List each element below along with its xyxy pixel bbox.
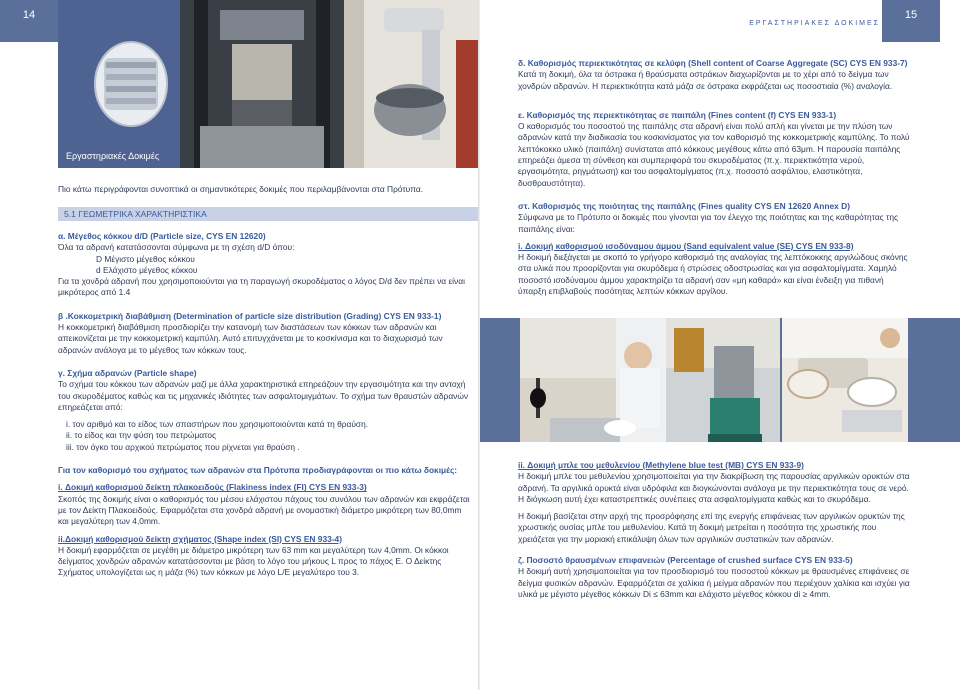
shape-index-text: Η δοκιμή εφαρμόζεται σε μεγέθη με διάμετρο μικρότερη των 63 mm και μεγαλύτερη των 4,0mm. Οι κόκκοι δείγματος χονδρών αδρανών κατατάσσονται με βάση το λόγο του μήκους L προς το πάχος Ε. Ο Δείκτης Σχήματος υπολογίζεται ως η μάζα (%) των κόκκων με λόγο L/E μεγαλύτερο του 3. bbox=[58, 544, 449, 578]
section-logo-panel bbox=[58, 0, 180, 168]
right-page bbox=[480, 0, 960, 690]
particle-size-min: d Ελάχιστο μέγεθος κόκκου bbox=[96, 264, 198, 275]
compression-machine-photo bbox=[180, 0, 344, 168]
right-content-top bbox=[518, 58, 914, 297]
lab-photo-strip bbox=[480, 318, 960, 442]
left-margin-strip bbox=[0, 42, 58, 168]
flakiness-text: Σκοπός της δοκιμής είναι ο καθορισμός του μέσου ελάχιστου πάχους του συνόλου των αδρανών και εκφράζεται με τον Δείκτη Πλακοειδούς. Εφαρμόζεται στα χονδρά αδρανή με ονομαστική διάμετρο μικρότερη των 80,0mm και μεγαλύτερη των 4,0mm. bbox=[58, 493, 470, 527]
intro-paragraph: Πιο κάτω περιγράφονται συνοπτικά οι σημαντικότερες δοκιμές που περιλαμβάνονται στα Πρότυπα. bbox=[58, 184, 424, 194]
sand-equivalent-heading: i. Δοκιμή καθορισμού ισοδύναμου άμμου (Sand equivalent value (SE) CYS EN 933-8) bbox=[518, 240, 854, 251]
methylene-blue-text1: Η δοκιμή μπλε του μεθυλενίου χρησιμοποιείται για την διακρίβωση της παρουσίας αργιλικών ορυκτών στα αδρανή. Τα αργιλικά ορυκτά είναι υδρόφιλα και διογκώνονται ανάλογα με την περιεκτικότητα τους σε νερό. Η διόγκωση αυτή έχει καταστρεπτικές συνέπειες στα ασφαλτομίγματα καθώς και το σκυρόδεμα. bbox=[518, 471, 910, 504]
aggregate-weighing-photo bbox=[782, 318, 908, 442]
crushed-surface-heading: ζ. Ποσοστό θραυσμένων επιφανειών (Percentage of crushed surface CYS EN 933-5) bbox=[518, 555, 853, 566]
methylene-blue-photo bbox=[520, 318, 666, 442]
fines-content-heading: ε. Καθορισμός της περιεκτικότητας σε παιπάλη (Fines content (f) CYS EN 933-1) bbox=[518, 109, 837, 120]
sand-equivalent-text: Η δοκιμή διεξάγεται με σκοπό το γρήγορο καθορισμό της αναλογίας της λεπτόκοκκης αργιλώδους σκόνης στα υλικά που προορίζονται για σκυρόδεμα ή στρώσεις οδοστρωσίας και για ασφαλτομίγματα. Χαμηλό ποσοστό ισοδύναμου άμμου χαρακτηρίζει τα αδρανή σαν «μη καθαρά» και είναι ένδειξη για πιθανή ύπαρξη επιβλαβούς ποσότητας λεπτών κόκκων αργίλου. bbox=[518, 252, 908, 297]
shape-index-heading: ii.Δοκιμή καθορισμού δείκτη σχήματος (Shape index (SI) CYS EN 933-4) bbox=[58, 533, 342, 544]
shape-factor-i: i. τον αριθμό και το είδος των σπαστήρων που χρησιμοποιούνται κατά τη θραύση. bbox=[66, 419, 369, 430]
methylene-blue-heading: ii. Δοκιμή μπλε του μεθυλενίου (Methylene blue test (MB) CYS EN 933-9) bbox=[518, 460, 804, 470]
left-content bbox=[58, 231, 470, 579]
section-logo-label: Εργαστηριακές Δοκιμές bbox=[66, 151, 160, 161]
grading-heading: β .Κοκκομετρική διαβάθμιση (Determination of particle size distribution (Grading) CYS EN 933-1) bbox=[58, 310, 442, 321]
right-page-number: 15 bbox=[882, 0, 940, 42]
mixer-photo bbox=[344, 0, 480, 168]
particle-size-line1: Όλα τα αδρανή κατατάσσονται σύμφωνα με τη σχέση d/D όπου: bbox=[58, 242, 295, 253]
left-page-number: 14 bbox=[0, 0, 58, 42]
particle-shape-heading: γ. Σχήμα αδρανών (Particle shape) bbox=[58, 367, 197, 378]
shape-factor-iii: iii. τον όγκο του αρχικού πετρώματος που ρίχνεται για θραύση . bbox=[66, 441, 300, 452]
fines-content-text: Ο καθορισμός του ποσοστού της παιπάλης στα αδρανή είναι πολύ απλή και γίνεται με την πλύση των αδρανών κατά την διαδικασία του κοσκινίσματος για τον καθορισμό της κοκκομετρικής καμπύλης. Το πολύ λεπτόκοκκο υλικό (παιπάλη) συνίσταται από κόκκους μεγέθους κάτω από 63μm. Η παρουσία παιπάλης επηρεάζει άμεσα τη σύνθεση και συμπεριφορά του σκυροδέματος (π.χ. περιεκτικότητα νερού, εργασιμότητα, ρηγμάτωση) και του ασφαλτομίγματος (π.χ. ποσοστό ασφάλτου, ελαστικότητα, δυσθραυστότητα). bbox=[518, 121, 910, 188]
crushed-surface-text: Η δοκιμή αυτή χρησιμοποιείται για τον προσδιορισμό του ποσοστού κόκκων με θραυσμένες επιφάνειες σε δείγμα φυσικών αδρανών. Εφαρμόζεται σε χαλίκια ή μείγμα αδρανών που περιέχουν χαλίκια και ισχύει για υλικά με μέγιστο μέγεθος κόκκων Di ≤ 63mm και ελάχιστο μέγεθος κόκκου di ≥ 4mm. bbox=[518, 566, 910, 599]
shape-tests-heading: Για τον καθορισμό του σχήματος των αδρανών στα Πρότυπα προδιαγράφονται οι πιο κάτω δοκιμές: bbox=[58, 465, 458, 476]
grading-text: Η κοκκομετρική διαβάθμιση προσδιορίζει την κατανομή των διαστάσεων των κόκκων των αδρανών και απεικονίζεται με την κοκκομετρική καμπύλη. Αυτό επιτυγχάνεται με το κοσκίνισμα και το διαχωρισμό των αδρανών ανάλογα με το μέγεθος των κόκκων τους. bbox=[58, 322, 443, 355]
shell-content-text: Κατά τη δοκιμή, όλα τα όστρακα ή θραύσματα οστράκων διαχωρίζονται με το χέρι από το δείγμα των χονδρών αδρανών. Η περιεκτικότητα κατά μάζα σε όστρακα εκφράζεται ως ποσοστιαία (%) αναλογία. bbox=[518, 69, 893, 91]
right-content-bottom bbox=[518, 460, 914, 600]
shell-content-heading: δ. Καθορισμός περιεκτικότητας σε κελύφη (Shell content of Coarse Aggregate (SC) CYS EN 933-7) bbox=[518, 58, 908, 68]
particle-size-ratio: Για τα χονδρά αδρανή που χρησιμοποιούνται για τη παραγωγή σκυροδέματος ο λόγος D/d δεν πρέπει να είναι μικρότερος από 1.4 bbox=[58, 276, 465, 298]
crushed-surface-apparatus-photo bbox=[666, 318, 780, 442]
methylene-blue-text2: Η δοκιμή βασίζεται στην αρχή της προσρόφησης επί της ενεργής επιφάνειας των αργιλικών ορυκτών της χρωστικής ουσίας μπλε του μεθυλενίου. Κατά τη δοκιμή μετρείται η ποσότητα της χρωστικής που χρειάζεται για την μοριακή επικάλυψη όλων των αργιλικών συστατικών των αδρανών. bbox=[518, 511, 905, 544]
running-title: ΕΡΓΑΣΤΗΡΙΑΚΕΣ ΔΟΚΙΜΕΣ bbox=[749, 20, 880, 27]
shape-factor-ii: ii. το είδος και την φύση του πετρώματος bbox=[66, 430, 217, 441]
fines-quality-text: Σύμφωνα με το Πρότυπο οι δοκιμές που γίνονται για τον έλεγχο της ποιότητας και της καθαρότητας της παιπάλης είναι: bbox=[518, 212, 899, 234]
section-heading: 5.1 ΓΕΩΜΕΤΡΙΚΑ ΧΑΡΑΚΤΗΡΙΣΤΙΚΑ bbox=[58, 207, 480, 221]
sieve-photo bbox=[92, 40, 170, 128]
particle-size-heading: α. Μέγεθος κόκκου d/D (Particle size, CYS EN 12620) bbox=[58, 231, 266, 241]
flakiness-heading: i. Δοκιμή καθορισμού δείκτη πλακοειδούς (Flakiness index (FI) CYS EN 933-3) bbox=[58, 482, 367, 493]
fines-quality-heading: στ. Καθορισμός της ποιότητας της παιπάλης (Fines quality CYS EN 12620 Annex D) bbox=[518, 200, 851, 211]
particle-size-max: D Μέγιστο μέγεθος κόκκου bbox=[96, 253, 195, 264]
particle-shape-text: Το σχήμα του κόκκου των αδρανών μαζί με άλλα χαρακτηριστικά επηρεάζουν την εργασιμότητα και την αντοχή του σκυροδέματος καθώς και τις μηχανικές ιδιότητες των ασφαλτομιγμάτων. Το σχήμα των θραυστών αδρανών επηρεάζεται από: bbox=[58, 379, 469, 412]
